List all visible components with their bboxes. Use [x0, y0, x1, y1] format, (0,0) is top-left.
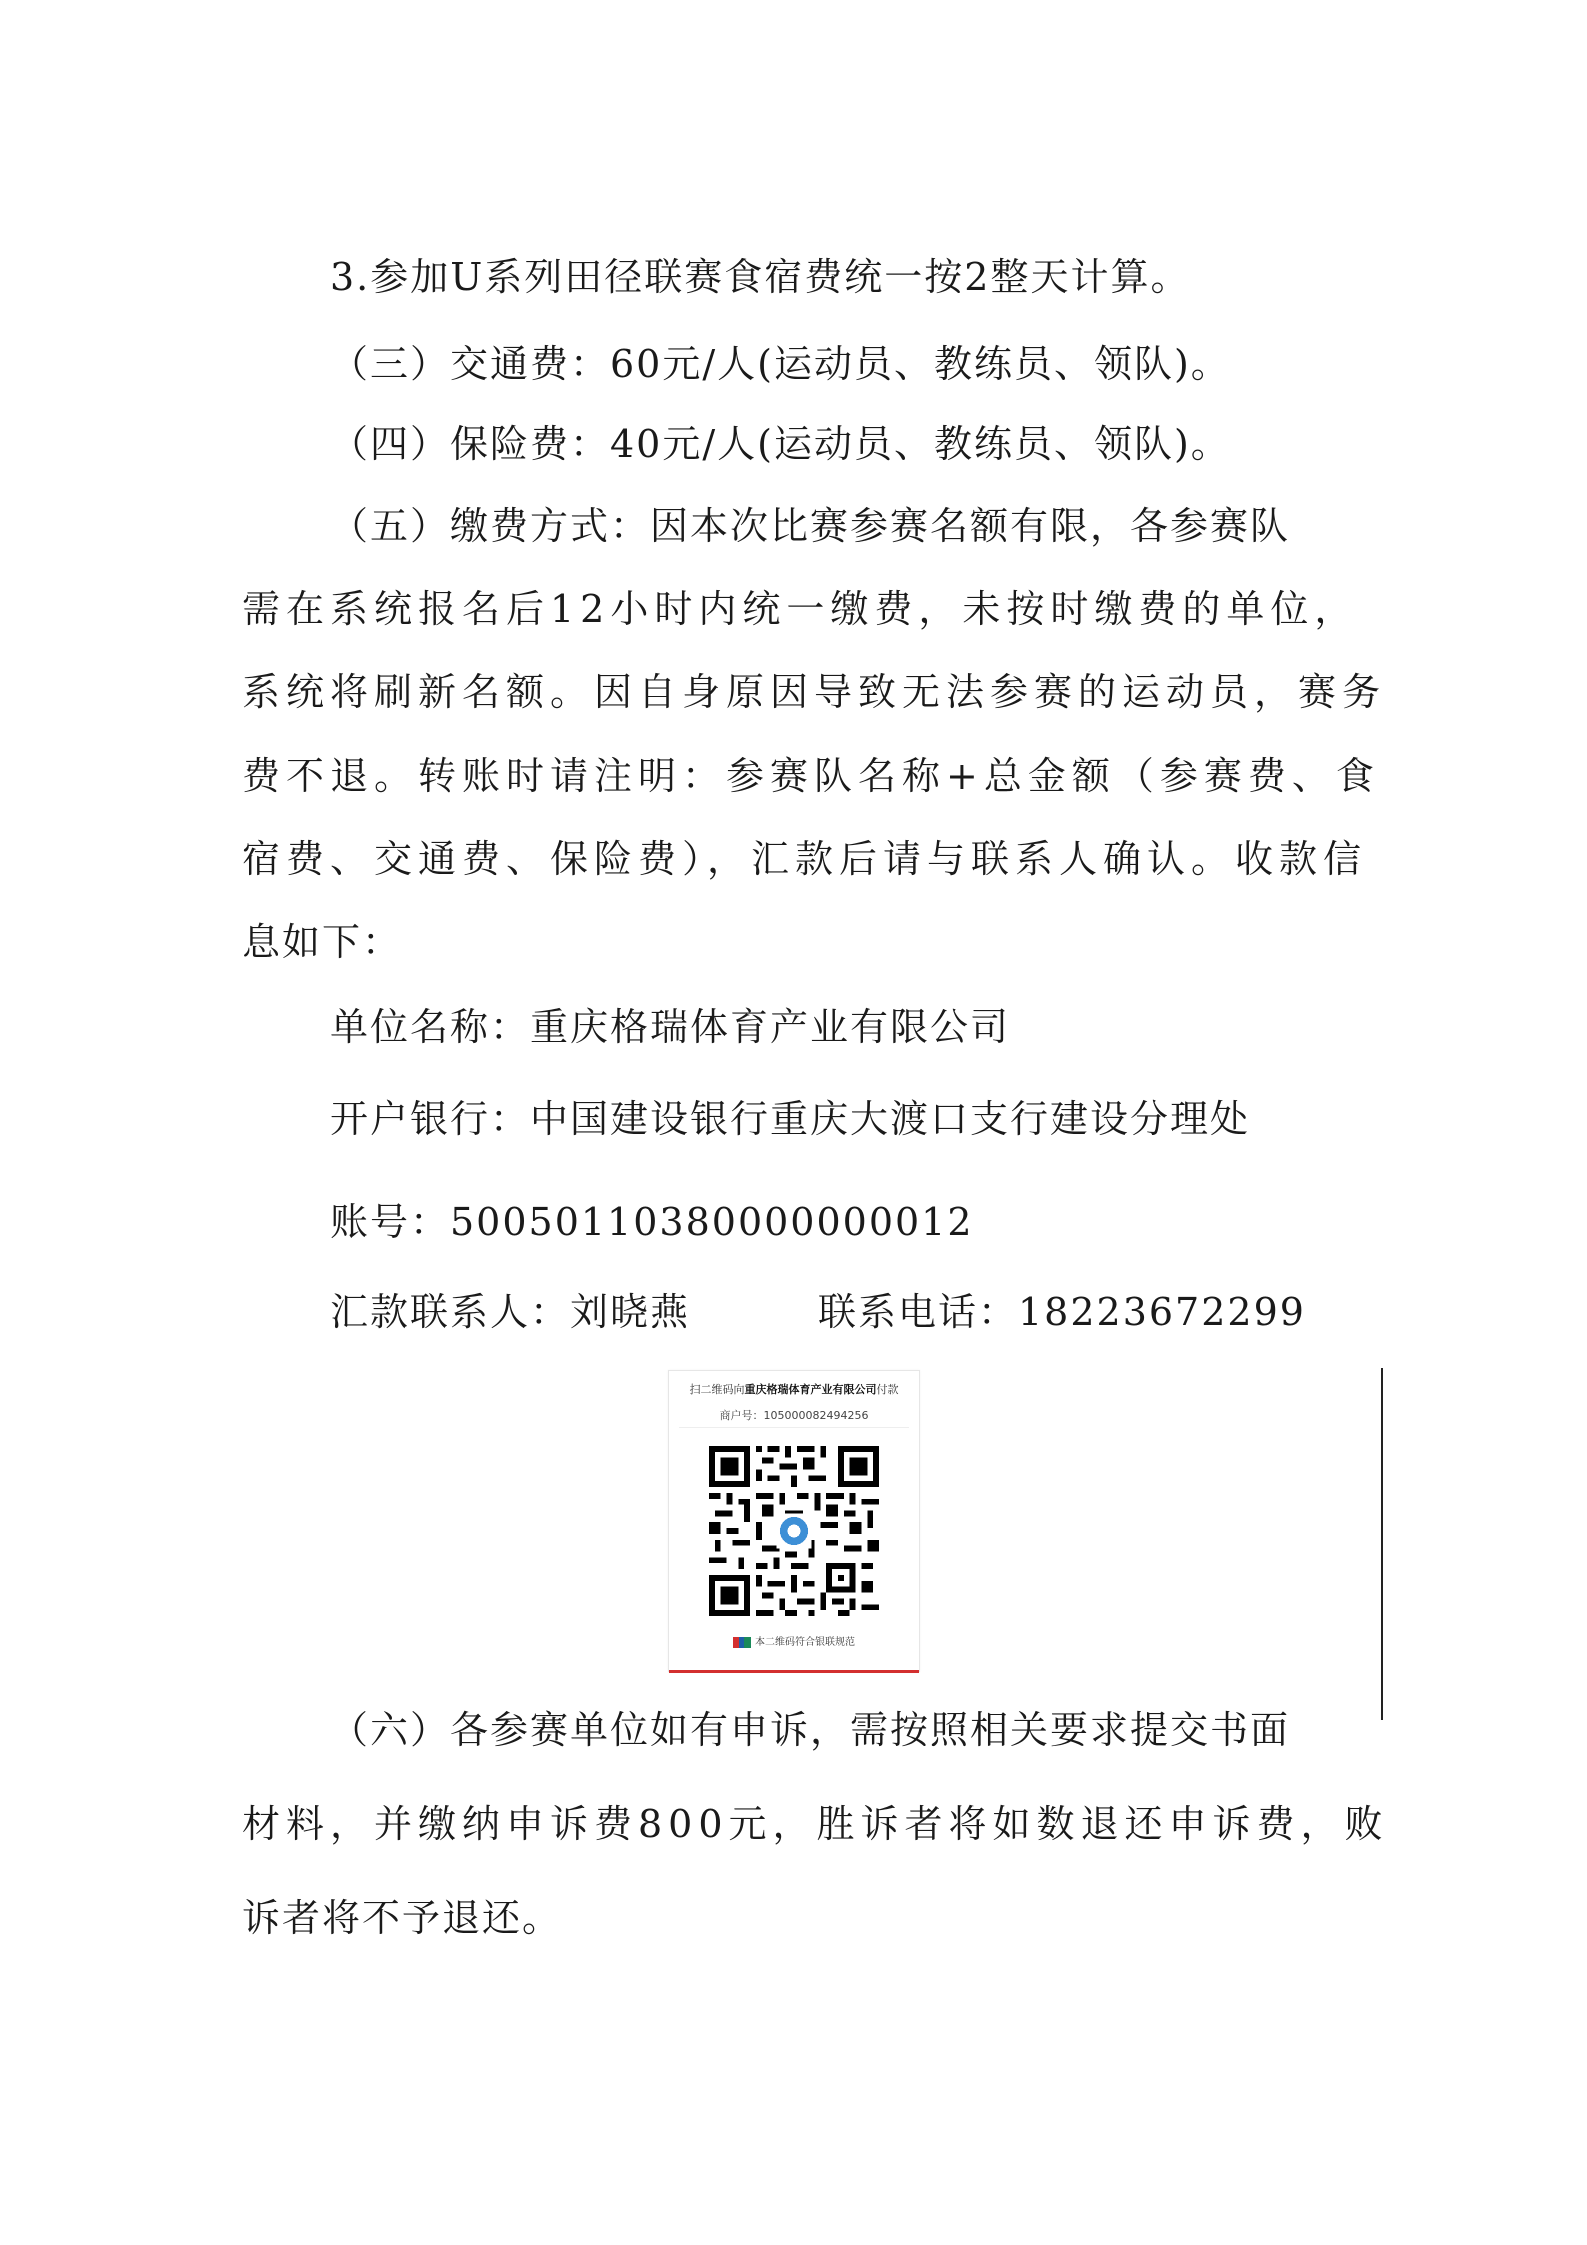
scan-margin-line — [1381, 1368, 1383, 1720]
paragraph-appeal-line2: 材料，并缴纳申诉费800元，胜诉者将如数退还申诉费，败 — [242, 1802, 1389, 1846]
paragraph-meal-calculation: 3.参加U系列田径联赛食宿费统一按2整天计算。 — [330, 255, 1191, 299]
payee-unit-name: 单位名称：重庆格瑞体育产业有限公司 — [330, 1005, 1011, 1049]
qr-divider — [679, 1427, 909, 1428]
paragraph-payment-method-line6: 息如下： — [242, 920, 403, 964]
payee-phone: 联系电话：18223672299 — [818, 1290, 1306, 1334]
payee-contact: 汇款联系人：刘晓燕 — [330, 1290, 691, 1334]
qr-footer — [669, 1633, 919, 1648]
qr-code-image — [709, 1446, 879, 1616]
paragraph-transport-fee: （三）交通费：60元/人(运动员、教练员、领队)。 — [330, 342, 1231, 386]
qr-merchant-number: 商户号：105000082494256 — [719, 1409, 869, 1422]
paragraph-payment-method-line5: 宿费、交通费、保险费），汇款后请与联系人确认。收款信 — [242, 837, 1368, 881]
paragraph-appeal-line3: 诉者将不予退还。 — [242, 1896, 563, 1940]
paragraph-payment-method-line4: 费不退。转账时请注明：参赛队名称+总金额（参赛费、食 — [242, 754, 1380, 798]
paragraph-payment-method-line3: 系统将刷新名额。因自身原因导致无法参赛的运动员，赛务 — [242, 670, 1387, 714]
paragraph-appeal-line1: （六）各参赛单位如有申诉，需按照相关要求提交书面 — [330, 1708, 1291, 1752]
qr-payment-card — [668, 1370, 920, 1672]
unionpay-logo-icon — [733, 1637, 751, 1648]
payee-account: 账号：50050110380000000012 — [330, 1200, 974, 1244]
paragraph-payment-method-line1: （五）缴费方式：因本次比赛参赛名额有限，各参赛队 — [330, 504, 1291, 548]
qr-title-prefix: 扫二维码向 — [689, 1383, 745, 1396]
payee-bank: 开户银行：中国建设银行重庆大渡口支行建设分理处 — [330, 1097, 1251, 1141]
paragraph-insurance-fee: （四）保险费：40元/人(运动员、教练员、领队)。 — [330, 422, 1231, 466]
qr-title — [669, 1381, 919, 1397]
qr-footer-text: 本二维码符合银联规范 — [755, 1637, 855, 1648]
qr-title-company: 重庆格瑞体育产业有限公司 — [744, 1383, 877, 1396]
qr-title-suffix: 付款 — [876, 1383, 899, 1396]
paragraph-payment-method-line2: 需在系统报名后12小时内统一缴费，未按时缴费的单位， — [242, 587, 1359, 631]
